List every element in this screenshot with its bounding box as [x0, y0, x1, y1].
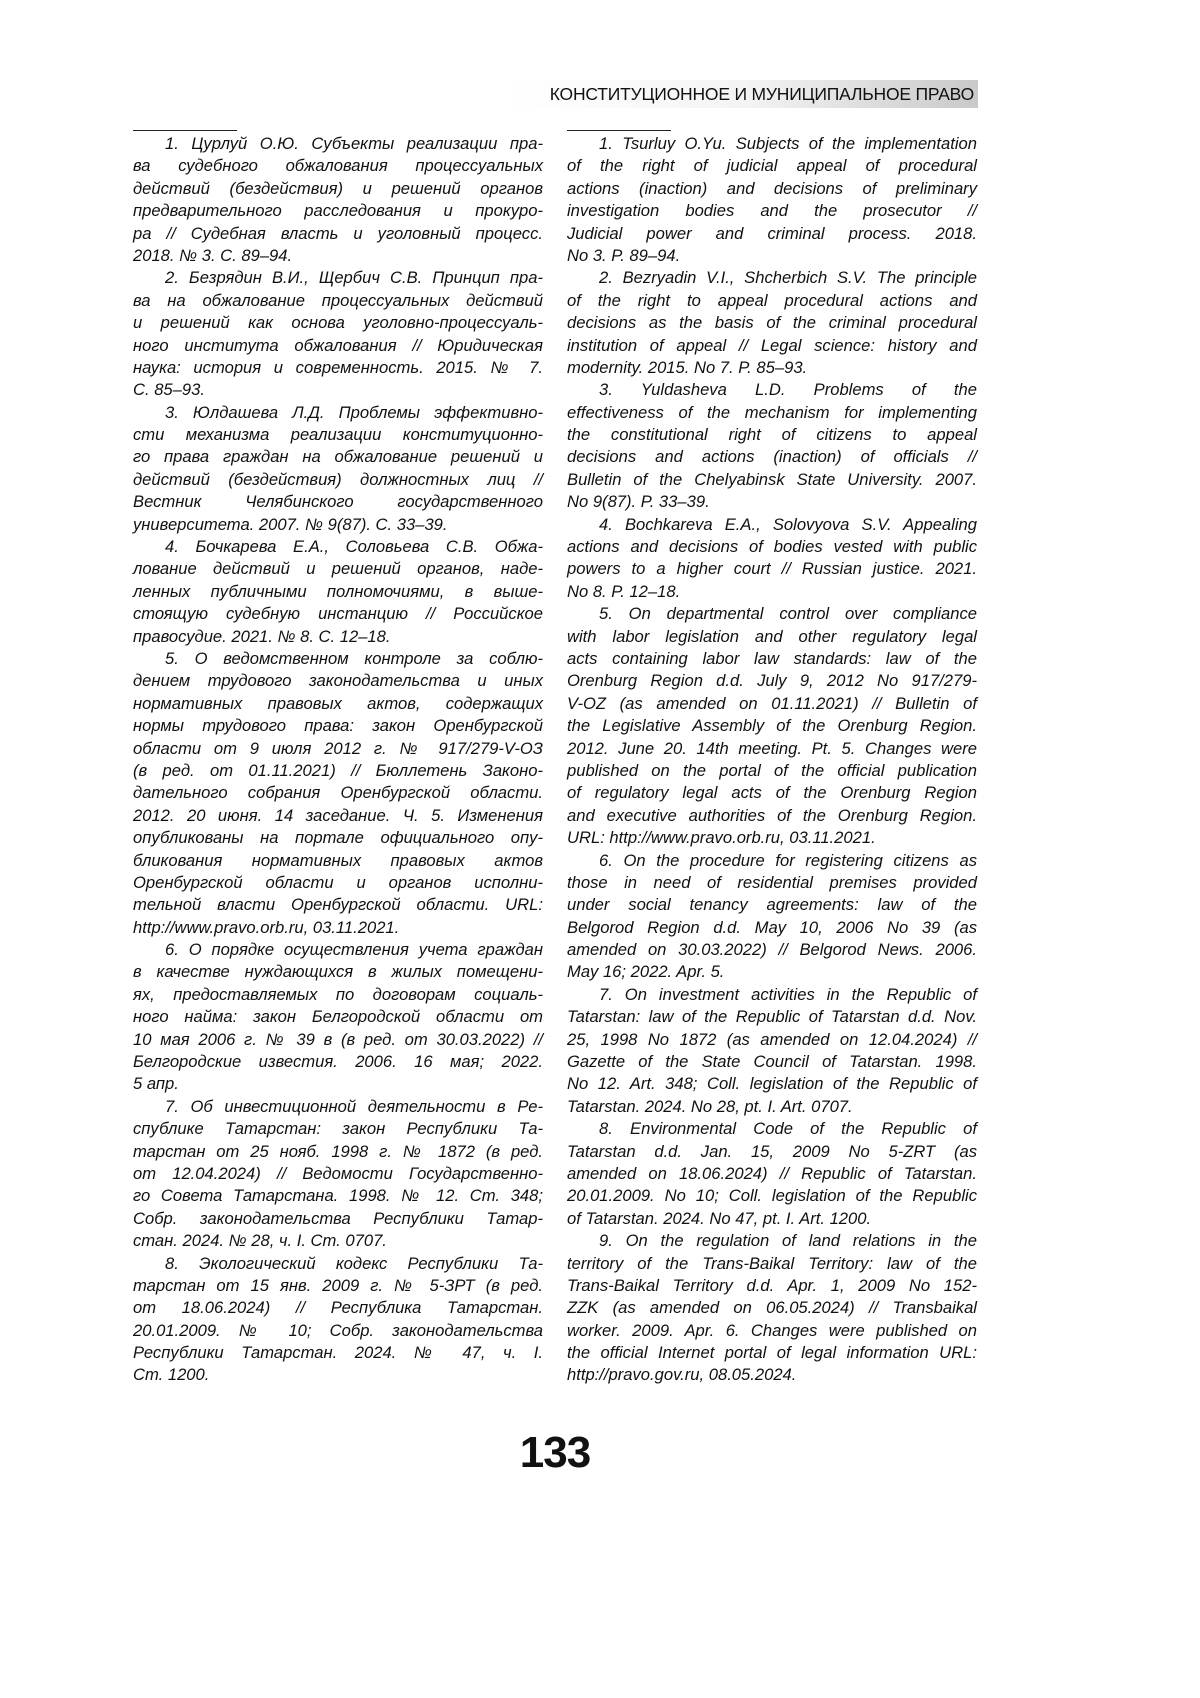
- reference-entry: [567, 603, 977, 849]
- reference-line: ва судебного обжалования процессуальных: [133, 155, 543, 177]
- reference-line: опубликованы на портале официального опу-: [133, 827, 543, 849]
- reference-line: actions (inaction) and decisions of preliminary: [567, 178, 977, 200]
- reference-line: decisions and actions (inaction) of officials //: [567, 446, 977, 468]
- reference-line: от 18.06.2024) // Республика Татарстан.: [133, 1297, 543, 1319]
- reference-entry: [133, 1096, 543, 1253]
- reference-line: of the right of judicial appeal of procedural: [567, 155, 977, 177]
- reference-line: 20.01.2009. № 10; Собр. законодательства: [133, 1320, 543, 1342]
- reference-line: modernity. 2015. No 7. P. 85–93.: [567, 357, 977, 379]
- reference-line: Tatarstan d.d. Jan. 15, 2009 No 5-ZRT (as: [567, 1141, 977, 1163]
- reference-line: от 12.04.2024) // Ведомости Государственно-: [133, 1163, 543, 1185]
- reference-line: Belgorod Region d.d. May 10, 2006 No 39 (as: [567, 917, 977, 939]
- reference-line: Tatarstan. 2024. No 28, pt. I. Art. 0707.: [567, 1096, 977, 1118]
- reference-line: нормативных правовых актов, содержащих: [133, 693, 543, 715]
- reference-line: territory of the Trans-Baikal Territory: law of the: [567, 1253, 977, 1275]
- reference-line: 2. Bezryadin V.I., Shcherbich S.V. The principle: [567, 267, 977, 289]
- reference-line: в качестве нуждающихся в жилых помещени-: [133, 961, 543, 983]
- reference-line: 4. Бочкарева Е.А., Соловьева С.В. Обжа-: [133, 536, 543, 558]
- reference-entry: [133, 402, 543, 536]
- reference-line: ленных публичными полномочиями, в выше-: [133, 581, 543, 603]
- reference-entry: [567, 850, 977, 984]
- footnote-divider-right: [567, 130, 671, 131]
- reference-line: правосудие. 2021. № 8. С. 12–18.: [133, 626, 543, 648]
- reference-line: Ст. 1200.: [133, 1364, 543, 1386]
- reference-line: Оренбургской области и органов исполни-: [133, 872, 543, 894]
- reference-line: decisions as the basis of the criminal procedural: [567, 312, 977, 334]
- reference-line: 7. Об инвестиционной деятельности в Ре-: [133, 1096, 543, 1118]
- reference-entry: [133, 648, 543, 939]
- reference-line: наука: история и современность. 2015. № 7.: [133, 357, 543, 379]
- reference-line: with labor legislation and other regulatory legal: [567, 626, 977, 648]
- reference-line: No 12. Art. 348; Coll. legislation of the Republic of: [567, 1073, 977, 1095]
- reference-entry: [133, 133, 543, 267]
- reference-line: стан. 2024. № 28, ч. I. Ст. 0707.: [133, 1230, 543, 1252]
- reference-line: Bulletin of the Chelyabinsk State University. 2007.: [567, 469, 977, 491]
- reference-line: предварительного расследования и прокуро-: [133, 200, 543, 222]
- reference-line: действий (бездействия) и решений органов: [133, 178, 543, 200]
- reference-line: No 3. P. 89–94.: [567, 245, 977, 267]
- reference-line: 10 мая 2006 г. № 39 в (в ред. от 30.03.2022) //: [133, 1029, 543, 1051]
- reference-entry: [133, 267, 543, 401]
- reference-line: 20.01.2009. No 10; Coll. legislation of the Republic: [567, 1185, 977, 1207]
- reference-line: May 16; 2022. Apr. 5.: [567, 961, 977, 983]
- reference-line: of regulatory legal acts of the Orenburg Region: [567, 782, 977, 804]
- reference-line: нормы трудового права: закон Оренбургской: [133, 715, 543, 737]
- reference-line: Tatarstan: law of the Republic of Tatarstan d.d. Nov.: [567, 1006, 977, 1028]
- reference-line: ного найма: закон Белгородской области от: [133, 1006, 543, 1028]
- reference-entry: [567, 984, 977, 1118]
- reference-line: 6. On the procedure for registering citizens as: [567, 850, 977, 872]
- reference-entry: [567, 133, 977, 267]
- reference-line: действий (бездействия) должностных лиц //: [133, 469, 543, 491]
- page-number: 133: [0, 1428, 1110, 1478]
- reference-line: Собр. законодательства Республики Татар-: [133, 1208, 543, 1230]
- reference-line: the Legislative Assembly of the Orenburg Region.: [567, 715, 977, 737]
- reference-entry: [133, 536, 543, 648]
- reference-line: 1. Tsurluy O.Yu. Subjects of the implementation: [567, 133, 977, 155]
- reference-line: ях, предоставляемых по договорам социаль-: [133, 984, 543, 1006]
- reference-line: and executive authorities of the Orenburg Region.: [567, 805, 977, 827]
- reference-line: Gazette of the State Council of Tatarstan. 1998.: [567, 1051, 977, 1073]
- reference-line: ZZK (as amended on 06.05.2024) // Transbaikal: [567, 1297, 977, 1319]
- reference-line: Белгородские известия. 2006. 16 мая; 2022.: [133, 1051, 543, 1073]
- reference-line: спублике Татарстан: закон Республики Та-: [133, 1118, 543, 1140]
- reference-line: 3. Юлдашева Л.Д. Проблемы эффективно-: [133, 402, 543, 424]
- reference-entry: [133, 1253, 543, 1387]
- reference-line: тарстан от 25 нояб. 1998 г. № 1872 (в ред.: [133, 1141, 543, 1163]
- reference-line: investigation bodies and the prosecutor //: [567, 200, 977, 222]
- references-english: [567, 133, 977, 1387]
- reference-line: effectiveness of the mechanism for implementing: [567, 402, 977, 424]
- reference-line: бликования нормативных правовых актов: [133, 850, 543, 872]
- reference-line: ного института обжалования // Юридическая: [133, 335, 543, 357]
- reference-line: 3. Yuldasheva L.D. Problems of the: [567, 379, 977, 401]
- reference-line: тельной власти Оренбургской области. URL:: [133, 894, 543, 916]
- section-header-bar: [508, 80, 978, 108]
- reference-entry: [567, 379, 977, 513]
- reference-line: стоящую судебную инстанцию // Российское: [133, 603, 543, 625]
- reference-line: No 9(87). P. 33–39.: [567, 491, 977, 513]
- reference-line: the constitutional right of citizens to appeal: [567, 424, 977, 446]
- reference-line: 5. On departmental control over compliance: [567, 603, 977, 625]
- reference-line: of the right to appeal procedural actions and: [567, 290, 977, 312]
- reference-line: http://pravo.gov.ru, 08.05.2024.: [567, 1364, 977, 1386]
- references-russian: [133, 133, 543, 1387]
- reference-line: лование действий и решений органов, наде-: [133, 558, 543, 580]
- reference-line: institution of appeal // Legal science: history and: [567, 335, 977, 357]
- reference-line: published on the portal of the official publication: [567, 760, 977, 782]
- reference-line: powers to a higher court // Russian justice. 2021.: [567, 558, 977, 580]
- reference-line: го права граждан на обжалование решений и: [133, 446, 543, 468]
- reference-line: 8. Environmental Code of the Republic of: [567, 1118, 977, 1140]
- reference-line: amended on 18.06.2024) // Republic of Tatarstan.: [567, 1163, 977, 1185]
- reference-line: дением трудового законодательства и иных: [133, 670, 543, 692]
- reference-line: No 8. P. 12–18.: [567, 581, 977, 603]
- reference-line: 2. Безрядин В.И., Щербич С.В. Принцип пра-: [133, 267, 543, 289]
- reference-line: сти механизма реализации конституционно-: [133, 424, 543, 446]
- reference-line: 7. On investment activities in the Republic of: [567, 984, 977, 1006]
- reference-entry: [567, 1230, 977, 1387]
- reference-line: of Tatarstan. 2024. No 47, pt. I. Art. 1200.: [567, 1208, 977, 1230]
- reference-line: 2018. № 3. С. 89–94.: [133, 245, 543, 267]
- reference-line: Orenburg Region d.d. July 9, 2012 No 917/279-: [567, 670, 977, 692]
- reference-line: 9. On the regulation of land relations in the: [567, 1230, 977, 1252]
- reference-line: 5 апр.: [133, 1073, 543, 1095]
- reference-line: Республики Татарстан. 2024. № 47, ч. I.: [133, 1342, 543, 1364]
- reference-line: http://www.pravo.orb.ru, 03.11.2021.: [133, 917, 543, 939]
- reference-line: 1. Цурлуй О.Ю. Субъекты реализации пра-: [133, 133, 543, 155]
- reference-line: и решений как основа уголовно-процессуаль-: [133, 312, 543, 334]
- reference-entry: [567, 267, 977, 379]
- reference-line: ра // Судебная власть и уголовный процесс.: [133, 223, 543, 245]
- reference-line: дательного собрания Оренбургской области.: [133, 782, 543, 804]
- reference-line: 8. Экологический кодекс Республики Та-: [133, 1253, 543, 1275]
- reference-line: worker. 2009. Apr. 6. Changes were published on: [567, 1320, 977, 1342]
- reference-entry: [567, 514, 977, 604]
- reference-line: 6. О порядке осуществления учета граждан: [133, 939, 543, 961]
- footnote-divider-left: [133, 130, 237, 131]
- reference-line: (в ред. от 01.11.2021) // Бюллетень Законо-: [133, 760, 543, 782]
- reference-line: Judicial power and criminal process. 2018.: [567, 223, 977, 245]
- reference-line: С. 85–93.: [133, 379, 543, 401]
- reference-line: 2012. 20 июня. 14 заседание. Ч. 5. Изменения: [133, 805, 543, 827]
- reference-line: those in need of residential premises provided: [567, 872, 977, 894]
- reference-line: 5. О ведомственном контроле за соблю-: [133, 648, 543, 670]
- reference-line: V-OZ (as amended on 01.11.2021) // Bulletin of: [567, 693, 977, 715]
- reference-line: тарстан от 15 янв. 2009 г. № 5-ЗРТ (в ред.: [133, 1275, 543, 1297]
- reference-line: ва на обжалование процессуальных действий: [133, 290, 543, 312]
- reference-line: Trans-Baikal Territory d.d. Apr. 1, 2009 No 152-: [567, 1275, 977, 1297]
- reference-line: amended on 30.03.2022) // Belgorod News. 2006.: [567, 939, 977, 961]
- reference-entry: [133, 939, 543, 1096]
- reference-line: URL: http://www.pravo.orb.ru, 03.11.2021.: [567, 827, 977, 849]
- reference-line: 25, 1998 No 1872 (as amended on 12.04.2024) //: [567, 1029, 977, 1051]
- reference-line: области от 9 июля 2012 г. № 917/279-V-ОЗ: [133, 738, 543, 760]
- reference-line: acts containing labor law standards: law of the: [567, 648, 977, 670]
- reference-line: actions and decisions of bodies vested with public: [567, 536, 977, 558]
- reference-line: 2012. June 20. 14th meeting. Pt. 5. Changes were: [567, 738, 977, 760]
- reference-entry: [567, 1118, 977, 1230]
- reference-line: under social tenancy agreements: law of the: [567, 894, 977, 916]
- reference-line: го Совета Татарстана. 1998. № 12. Ст. 348;: [133, 1185, 543, 1207]
- reference-line: 4. Bochkareva E.A., Solovyova S.V. Appealing: [567, 514, 977, 536]
- reference-line: the official Internet portal of legal information URL:: [567, 1342, 977, 1364]
- reference-line: Вестник Челябинского государственного: [133, 491, 543, 513]
- section-title: КОНСТИТУЦИОННОЕ И МУНИЦИПАЛЬНОЕ ПРАВО: [550, 84, 974, 105]
- reference-line: университета. 2007. № 9(87). С. 33–39.: [133, 514, 543, 536]
